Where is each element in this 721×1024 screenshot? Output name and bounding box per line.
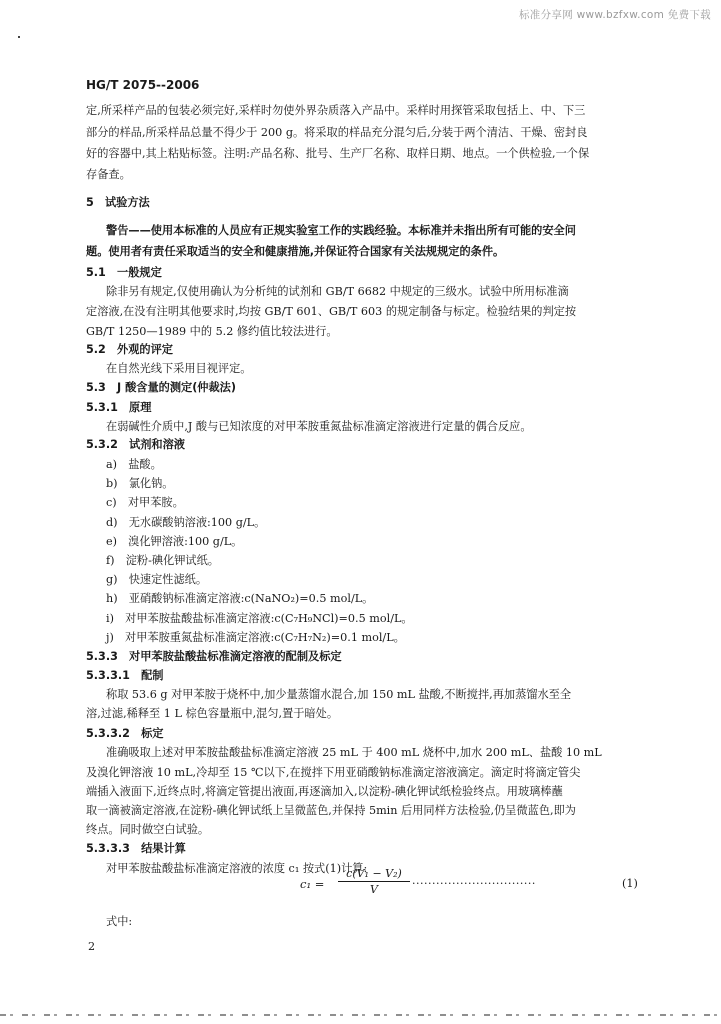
text-line: 终点。同时做空白试验。 xyxy=(86,823,210,836)
text-line: 定溶液,在没有注明其他要求时,均按 GB/T 601、GB/T 603 的规定制备与标定。检验结果的判定按 xyxy=(86,305,577,318)
formula-lhs: c₁ = xyxy=(300,877,325,891)
text-line: 溶,过滤,稀释至 1 L 棕色容量瓶中,混匀,置于暗处。 xyxy=(86,707,339,720)
section-heading: 5.2 外观的评定 xyxy=(86,343,173,356)
text-line: 除非另有规定,仅使用确认为分析纯的试剂和 GB/T 6682 中规定的三级水。试验中所用标准滴 xyxy=(106,285,569,298)
section-heading: 5.3.3.1 配制 xyxy=(86,669,164,682)
text-line: 称取 53.6 g 对甲苯胺于烧杯中,加少量蒸馏水混合,加 150 mL 盐酸,不断搅拌,再加蒸馏水至全 xyxy=(106,688,572,701)
warning-text: 警告——使用本标准的人员应有正规实验室工作的实践经验。本标准并未指出所有可能的安全问 xyxy=(106,224,576,237)
page-number: 2 xyxy=(88,940,96,953)
scan-edge-noise xyxy=(0,1014,721,1016)
section-heading: 5 试验方法 xyxy=(86,196,150,209)
formula-fraction xyxy=(338,867,410,896)
standard-header: HG/T 2075--2006 xyxy=(86,78,200,92)
list-item: f) 淀粉-碘化钾试纸。 xyxy=(106,554,219,567)
list-item: b) 氯化钠。 xyxy=(106,477,174,490)
formula-number: (1) xyxy=(622,877,638,890)
section-heading: 5.3.3 对甲苯胺盐酸盐标准滴定溶液的配制及标定 xyxy=(86,650,342,663)
text-line: 及溴化钾溶液 10 mL,冷却至 15 ℃以下,在搅拌下用亚硝酸钠标准滴定溶液滴定。滴定时将滴定管尖 xyxy=(86,766,581,779)
text-line: GB/T 1250—1989 中的 5.2 修约值比较法进行。 xyxy=(86,325,338,338)
text-line: 好的容器中,其上粘贴标签。注明:产品名称、批号、生产厂名称、取样日期、地点。一个供检验,一个保 xyxy=(86,147,590,160)
section-heading: 5.3.3.2 标定 xyxy=(86,727,164,740)
list-item: c) 对甲苯胺。 xyxy=(106,496,184,509)
section-heading: 5.3.2 试剂和溶液 xyxy=(86,438,185,451)
section-heading: 5.3 J 酸含量的测定(仲裁法) xyxy=(86,381,236,394)
text-line: 在自然光线下采用目视评定。 xyxy=(106,362,252,375)
where-label: 式中: xyxy=(106,915,133,928)
formula-numerator: c(V₁ − V₂) xyxy=(338,867,410,882)
list-item: d) 无水碳酸钠溶液:100 g/L。 xyxy=(106,516,266,529)
section-heading: 5.1 一般规定 xyxy=(86,266,162,279)
text-line: 在弱碱性介质中,J 酸与已知浓度的对甲苯胺重氮盐标准滴定溶液进行定量的偶合反应。 xyxy=(106,420,532,433)
list-item: h) 亚硝酸钠标准滴定溶液:c(NaNO₂)=0.5 mol/L。 xyxy=(106,592,374,605)
warning-text: 题。使用者有责任采取适当的安全和健康措施,并保证符合国家有关法规规定的条件。 xyxy=(86,245,505,258)
text-line: 准确吸取上述对甲苯胺盐酸盐标准滴定溶液 25 mL 于 400 mL 烧杯中,加水 200 mL、盐酸 10 mL xyxy=(106,746,602,759)
section-heading: 5.3.3.3 结果计算 xyxy=(86,842,186,855)
text-line: 端插入液面下,近终点时,将滴定管提出液面,再逐滴加入,以淀粉-碘化钾试纸检验终点。用玻璃棒蘸 xyxy=(86,785,563,798)
text-line: 取一滴被滴定溶液,在淀粉-碘化钾试纸上呈微蓝色,并保持 5min 后用同样方法检验,仍呈微蓝色,即为 xyxy=(86,804,576,817)
formula-leader-dots: ······························· xyxy=(412,877,536,890)
list-item: a) 盐酸。 xyxy=(106,458,162,471)
list-item: i) 对甲苯胺盐酸盐标准滴定溶液:c(C₇H₉NCl)=0.5 mol/L。 xyxy=(106,612,413,625)
list-item: g) 快速定性滤纸。 xyxy=(106,573,208,586)
list-item: j) 对甲苯胺重氮盐标准滴定溶液:c(C₇H₇N₂)=0.1 mol/L。 xyxy=(106,631,405,644)
list-item: e) 溴化钾溶液:100 g/L。 xyxy=(106,535,243,548)
text-line: 对甲苯胺盐酸盐标准滴定溶液的浓度 c₁ 按式(1)计算: xyxy=(106,862,368,875)
text-line: 部分的样品,所采样品总量不得少于 200 g。将采取的样品充分混匀后,分装于两个清洁、干燥、密封良 xyxy=(86,126,588,139)
formula-denominator: V xyxy=(370,883,378,896)
text-line: 存备查。 xyxy=(86,168,131,181)
scan-speck xyxy=(18,36,20,38)
section-heading: 5.3.1 原理 xyxy=(86,401,152,414)
text-line: 定,所采样产品的包装必须完好,采样时勿使外界杂质落入产品中。采样时用探管采取包括上、中、下三 xyxy=(86,104,586,117)
watermark: 标准分享网 www.bzfxw.com 免费下载 xyxy=(519,9,711,21)
